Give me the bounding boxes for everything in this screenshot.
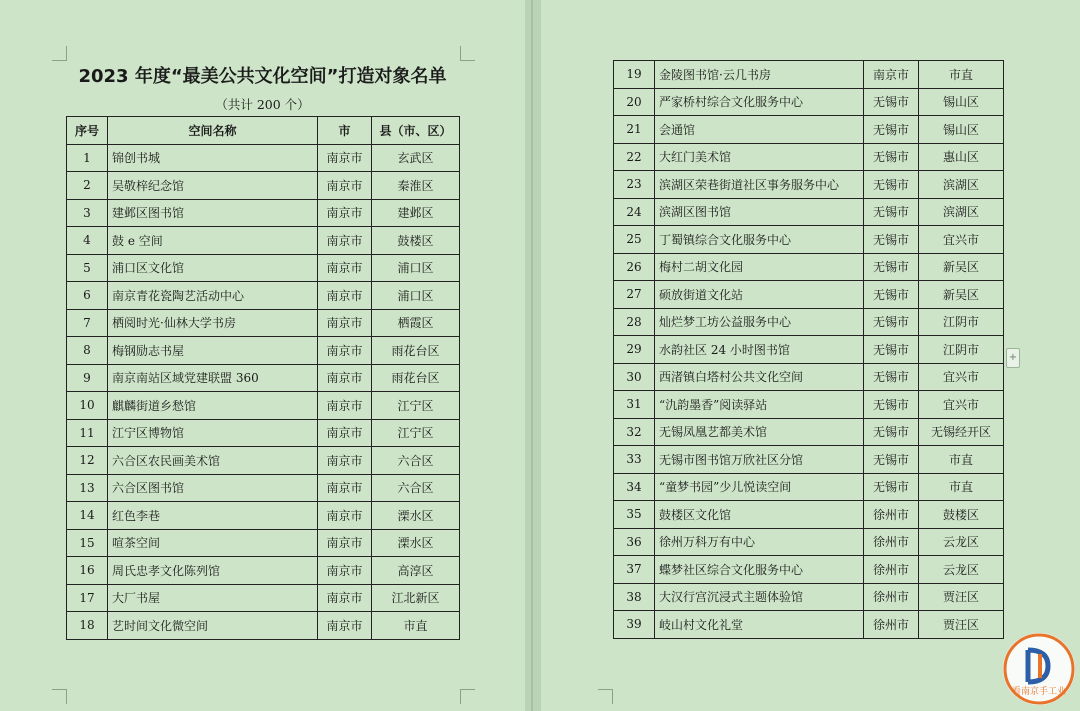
row-number: 3 [67, 199, 108, 227]
space-name: 栖阅时光·仙林大学书房 [108, 309, 318, 337]
crop-mark-top-right [460, 46, 475, 61]
row-number: 16 [67, 557, 108, 585]
district-name: 浦口区 [372, 254, 460, 282]
table-row [614, 391, 1004, 419]
table-row [67, 447, 460, 475]
table-header-row [67, 117, 460, 145]
table-row [614, 418, 1004, 446]
row-number: 7 [67, 309, 108, 337]
district-name: 锡山区 [919, 88, 1004, 116]
table-row [614, 611, 1004, 639]
table-row [614, 556, 1004, 584]
row-number: 35 [614, 501, 655, 529]
district-name: 六合区 [372, 447, 460, 475]
district-name: 宜兴市 [919, 226, 1004, 254]
city-name: 南京市 [318, 227, 372, 255]
city-name: 无锡市 [864, 198, 919, 226]
city-name: 无锡市 [864, 336, 919, 364]
table-row [614, 143, 1004, 171]
city-name: 无锡市 [864, 391, 919, 419]
district-name: 江阴市 [919, 336, 1004, 364]
space-name: 建邺区图书馆 [108, 199, 318, 227]
space-name: 江宁区博物馆 [108, 419, 318, 447]
city-name: 南京市 [318, 474, 372, 502]
district-name: 秦淮区 [372, 172, 460, 200]
space-name: 岐山村文化礼堂 [655, 611, 864, 639]
district-name: 云龙区 [919, 556, 1004, 584]
space-name: 南京青花瓷陶艺活动中心 [108, 282, 318, 310]
space-name: 周氏忠孝文化陈列馆 [108, 557, 318, 585]
table-row [67, 502, 460, 530]
table-row [67, 584, 460, 612]
header-city: 市 [318, 117, 372, 145]
document-subtitle: （共计 200 个） [215, 97, 310, 112]
row-number: 14 [67, 502, 108, 530]
city-name: 无锡市 [864, 446, 919, 474]
space-name: 徐州万科万有中心 [655, 528, 864, 556]
row-number: 28 [614, 308, 655, 336]
space-name: 六合区农民画美术馆 [108, 447, 318, 475]
table-row [67, 612, 460, 640]
city-name: 无锡市 [864, 308, 919, 336]
district-name: 无锡经开区 [919, 418, 1004, 446]
space-name: 严家桥村综合文化服务中心 [655, 88, 864, 116]
city-name: 南京市 [318, 309, 372, 337]
city-name: 南京市 [318, 584, 372, 612]
district-name: 贾汪区 [919, 611, 1004, 639]
city-name: 南京市 [318, 612, 372, 640]
space-name: 六合区图书馆 [108, 474, 318, 502]
district-name: 栖霞区 [372, 309, 460, 337]
city-name: 南京市 [318, 419, 372, 447]
district-name: 江宁区 [372, 419, 460, 447]
city-name: 无锡市 [864, 88, 919, 116]
city-name: 南京市 [318, 337, 372, 365]
table-row [67, 282, 460, 310]
row-number: 18 [67, 612, 108, 640]
row-number: 34 [614, 473, 655, 501]
page-gutter [525, 0, 541, 711]
city-name: 徐州市 [864, 583, 919, 611]
row-number: 15 [67, 529, 108, 557]
row-number: 30 [614, 363, 655, 391]
table-row [614, 446, 1004, 474]
list-table-left [66, 116, 460, 640]
space-name: 鼓楼区文化馆 [655, 501, 864, 529]
space-name: 喧茶空间 [108, 529, 318, 557]
city-name: 南京市 [318, 172, 372, 200]
row-number: 27 [614, 281, 655, 309]
table-row [614, 583, 1004, 611]
district-name: 滨湖区 [919, 171, 1004, 199]
header-name: 空间名称 [108, 117, 318, 145]
space-name: 水韵社区 24 小时图书馆 [655, 336, 864, 364]
header-district: 县（市、区） [372, 117, 460, 145]
district-name: 江阴市 [919, 308, 1004, 336]
city-name: 南京市 [318, 502, 372, 530]
city-name: 徐州市 [864, 556, 919, 584]
row-number: 5 [67, 254, 108, 282]
space-name: “童梦书园”少儿悦读空间 [655, 473, 864, 501]
space-name: 无锡市图书馆万欣社区分馆 [655, 446, 864, 474]
table-row [614, 363, 1004, 391]
table-row [67, 309, 460, 337]
table-row [614, 253, 1004, 281]
table-row [67, 364, 460, 392]
row-number: 10 [67, 392, 108, 420]
city-name: 徐州市 [864, 528, 919, 556]
city-name: 无锡市 [864, 226, 919, 254]
city-name: 无锡市 [864, 253, 919, 281]
space-name: 大汉行宫沉浸式主题体验馆 [655, 583, 864, 611]
table-row [67, 392, 460, 420]
district-name: 宜兴市 [919, 363, 1004, 391]
row-number: 20 [614, 88, 655, 116]
space-name: 大厂书屋 [108, 584, 318, 612]
row-number: 9 [67, 364, 108, 392]
district-name: 鼓楼区 [372, 227, 460, 255]
district-name: 雨花台区 [372, 337, 460, 365]
space-name: 滨湖区荣巷街道社区事务服务中心 [655, 171, 864, 199]
table-row [67, 144, 460, 172]
city-name: 无锡市 [864, 143, 919, 171]
space-name: 西渚镇白塔村公共文化空间 [655, 363, 864, 391]
district-name: 高淳区 [372, 557, 460, 585]
city-name: 南京市 [318, 254, 372, 282]
table-row [614, 61, 1004, 89]
row-number: 24 [614, 198, 655, 226]
watermark-logo-icon [1000, 630, 1078, 708]
row-number: 26 [614, 253, 655, 281]
row-number: 39 [614, 611, 655, 639]
row-number: 23 [614, 171, 655, 199]
row-number: 19 [614, 61, 655, 89]
space-name: 会通馆 [655, 116, 864, 144]
crop-mark-top-left [52, 46, 67, 61]
row-number: 25 [614, 226, 655, 254]
district-name: 惠山区 [919, 143, 1004, 171]
district-name: 鼓楼区 [919, 501, 1004, 529]
table-row [67, 254, 460, 282]
row-number: 12 [67, 447, 108, 475]
space-name: 南京南站区域党建联盟 360 [108, 364, 318, 392]
table-row [614, 281, 1004, 309]
table-row [67, 227, 460, 255]
row-number: 17 [67, 584, 108, 612]
header-no: 序号 [67, 117, 108, 145]
table-row [614, 473, 1004, 501]
space-name: 灿烂梦工坊公益服务中心 [655, 308, 864, 336]
table-row [614, 88, 1004, 116]
row-number: 21 [614, 116, 655, 144]
district-name: 贾汪区 [919, 583, 1004, 611]
table-row [67, 419, 460, 447]
space-name: 锦创书城 [108, 144, 318, 172]
table-row [67, 557, 460, 585]
page-divider [531, 0, 533, 711]
district-name: 滨湖区 [919, 198, 1004, 226]
expand-plus-button[interactable]: + [1006, 348, 1020, 368]
space-name: 吴敬梓纪念馆 [108, 172, 318, 200]
district-name: 新吴区 [919, 253, 1004, 281]
district-name: 锡山区 [919, 116, 1004, 144]
district-name: 溧水区 [372, 529, 460, 557]
table-row [67, 172, 460, 200]
table-row [614, 336, 1004, 364]
space-name: 麒麟街道乡愁馆 [108, 392, 318, 420]
city-name: 南京市 [318, 199, 372, 227]
space-name: 浦口区文化馆 [108, 254, 318, 282]
city-name: 南京市 [318, 392, 372, 420]
watermark-text: 看南京手工业 [1011, 687, 1067, 697]
district-name: 江宁区 [372, 392, 460, 420]
row-number: 36 [614, 528, 655, 556]
document-title: 2023 年度“最美公共文化空间”打造对象名单 [78, 66, 447, 87]
crop-mark-bottom-left-right-page [598, 689, 613, 704]
table-row [614, 501, 1004, 529]
table-row [614, 198, 1004, 226]
table-row [67, 337, 460, 365]
city-name: 无锡市 [864, 171, 919, 199]
row-number: 2 [67, 172, 108, 200]
city-name: 南京市 [318, 144, 372, 172]
table-row [614, 226, 1004, 254]
space-name: 红色李巷 [108, 502, 318, 530]
city-name: 南京市 [864, 61, 919, 89]
crop-mark-bottom-right [460, 689, 475, 704]
table-row [614, 528, 1004, 556]
table-row [614, 116, 1004, 144]
row-number: 6 [67, 282, 108, 310]
table-row [67, 474, 460, 502]
city-name: 南京市 [318, 529, 372, 557]
space-name: 大红门美术馆 [655, 143, 864, 171]
district-name: 建邺区 [372, 199, 460, 227]
district-name: 浦口区 [372, 282, 460, 310]
city-name: 无锡市 [864, 281, 919, 309]
city-name: 无锡市 [864, 418, 919, 446]
row-number: 4 [67, 227, 108, 255]
district-name: 新吴区 [919, 281, 1004, 309]
space-name: 艺时间文化微空间 [108, 612, 318, 640]
space-name: “氿韵墨香”阅读驿站 [655, 391, 864, 419]
city-name: 南京市 [318, 447, 372, 475]
district-name: 玄武区 [372, 144, 460, 172]
city-name: 南京市 [318, 282, 372, 310]
district-name: 市直 [372, 612, 460, 640]
crop-mark-bottom-left [52, 689, 67, 704]
space-name: 无锡凤凰艺都美术馆 [655, 418, 864, 446]
district-name: 市直 [919, 473, 1004, 501]
row-number: 1 [67, 144, 108, 172]
row-number: 29 [614, 336, 655, 364]
district-name: 溧水区 [372, 502, 460, 530]
city-name: 无锡市 [864, 363, 919, 391]
row-number: 32 [614, 418, 655, 446]
table-row [67, 529, 460, 557]
space-name: 蝶梦社区综合文化服务中心 [655, 556, 864, 584]
space-name: 梅钢励志书屋 [108, 337, 318, 365]
district-name: 宜兴市 [919, 391, 1004, 419]
row-number: 8 [67, 337, 108, 365]
table-row [67, 199, 460, 227]
row-number: 38 [614, 583, 655, 611]
row-number: 33 [614, 446, 655, 474]
row-number: 37 [614, 556, 655, 584]
row-number: 11 [67, 419, 108, 447]
city-name: 徐州市 [864, 501, 919, 529]
space-name: 硕放街道文化站 [655, 281, 864, 309]
space-name: 梅村二胡文化园 [655, 253, 864, 281]
district-name: 市直 [919, 446, 1004, 474]
table-row [614, 308, 1004, 336]
city-name: 南京市 [318, 364, 372, 392]
district-name: 云龙区 [919, 528, 1004, 556]
list-table-right [613, 60, 1004, 639]
city-name: 无锡市 [864, 473, 919, 501]
city-name: 南京市 [318, 557, 372, 585]
district-name: 雨花台区 [372, 364, 460, 392]
space-name: 滨湖区图书馆 [655, 198, 864, 226]
table-row [614, 171, 1004, 199]
row-number: 22 [614, 143, 655, 171]
space-name: 鼓 e 空间 [108, 227, 318, 255]
row-number: 13 [67, 474, 108, 502]
district-name: 市直 [919, 61, 1004, 89]
district-name: 江北新区 [372, 584, 460, 612]
space-name: 金陵图书馆·云几书房 [655, 61, 864, 89]
space-name: 丁蜀镇综合文化服务中心 [655, 226, 864, 254]
city-name: 徐州市 [864, 611, 919, 639]
city-name: 无锡市 [864, 116, 919, 144]
district-name: 六合区 [372, 474, 460, 502]
row-number: 31 [614, 391, 655, 419]
